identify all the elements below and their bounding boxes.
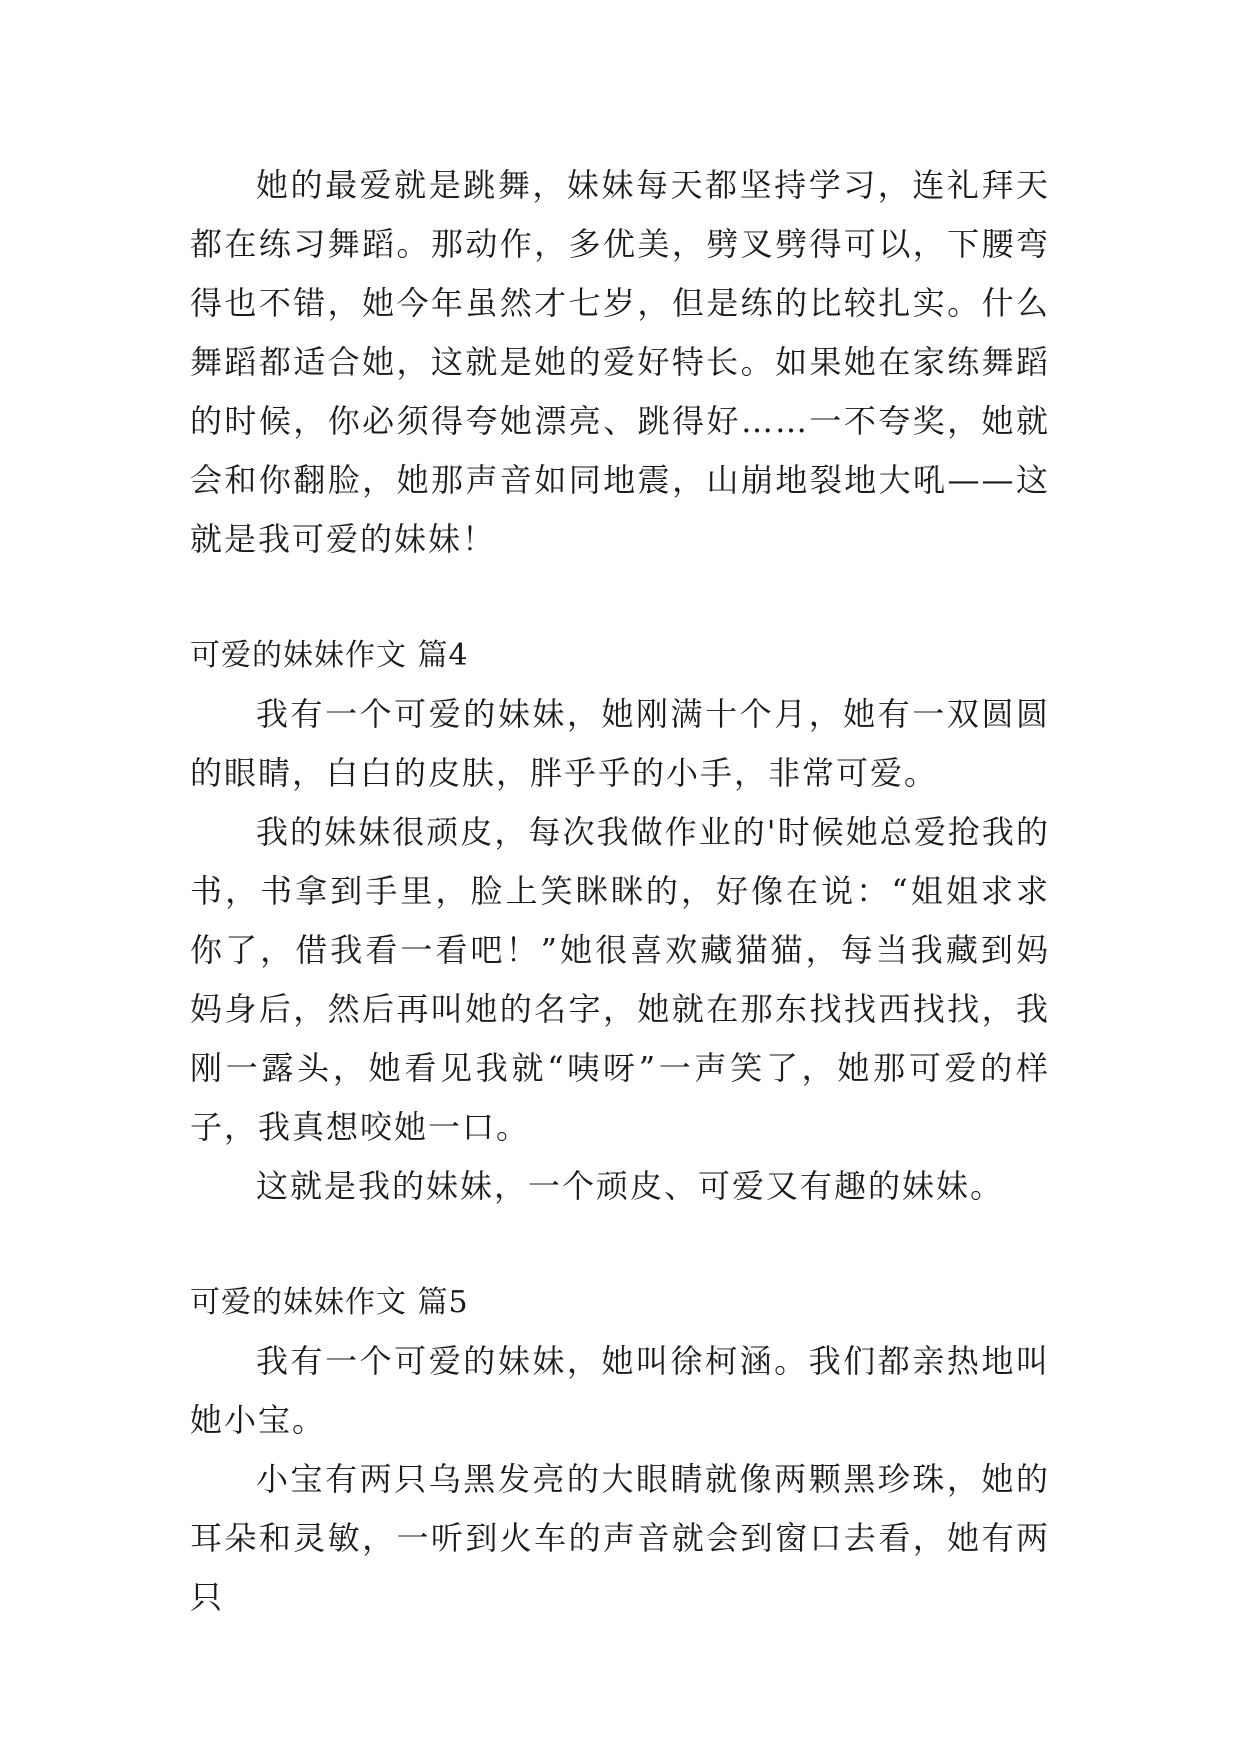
paragraph: 我有一个可爱的妹妹，她刚满十个月，她有一双圆圆的眼睛，白白的皮肤，胖乎乎的小手，非常可爱。 [190, 695, 1050, 792]
document-body [190, 156, 1050, 1627]
paragraph: 我有一个可爱的妹妹，她叫徐柯涵。我们都亲热地叫她小宝。 [190, 1342, 1050, 1439]
paragraph: 我的妹妹很顽皮，每次我做作业的'时候她总爱抢我的书，书拿到手里，脸上笑眯眯的，好像在说：“姐姐求求你了，借我看一看吧！”她很喜欢藏猫猫，每当我藏到妈妈身后，然后再叫她的名字，她就在那东找找西找找，我刚一露头，她看见我就“咦呀”一声笑了，她那可爱的样子，我真想咬她一口。 [190, 813, 1050, 1146]
paragraph: 小宝有两只乌黑发亮的大眼睛就像两颗黑珍珠，她的耳朵和灵敏，一听到火车的声音就会到窗口去看，她有两只 [190, 1460, 1050, 1616]
paragraph: 她的最爱就是跳舞，妹妹每天都坚持学习，连礼拜天都在练习舞蹈。那动作，多优美，劈叉劈得可以，下腰弯得也不错，她今年虽然才七岁，但是练的比较扎实。什么舞蹈都适合她，这就是她的爱好特长。如果她在家练舞蹈的时候，你必须得夸她漂亮、跳得好……一不夸奖，她就会和你翻脸，她那声音如同地震，山崩地裂地大吼——这就是我可爱的妹妹！ [190, 166, 1050, 558]
section-title-4: 可爱的妹妹作文 篇4 [190, 638, 469, 673]
section-title-5: 可爱的妹妹作文 篇5 [190, 1285, 469, 1320]
paragraph: 这就是我的妹妹，一个顽皮、可爱又有趣的妹妹。 [256, 1167, 1005, 1205]
